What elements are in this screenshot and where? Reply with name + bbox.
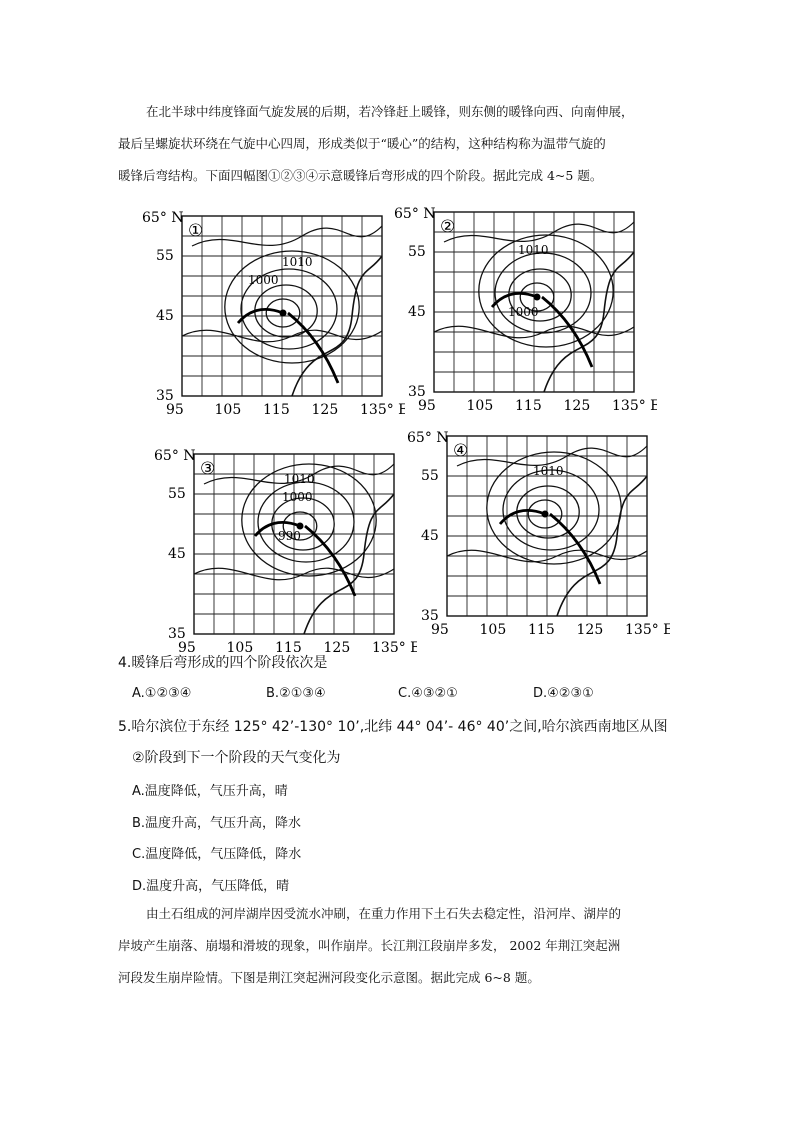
weather-map-1 [140,200,405,424]
lon-label: 135° E [612,398,657,414]
lat-label: 55 [421,468,439,484]
q4-option-d: D.④②③① [533,686,594,701]
lon-label: 125 [311,402,339,418]
intro-line: 暖锋后弯结构。下面四幅图①②③④示意暖锋后弯形成的四个阶段。据此完成 4~5 题。 [118,168,603,183]
intro2-line: 由土石组成的河岸湖岸因受流水冲刷，在重力作用下土石失去稳定性，沿河岸、湖岸的 [146,906,622,921]
q5-option-a: A.温度降低，气压升高，晴 [132,784,288,799]
lat-label: 45 [421,528,439,544]
lon-label: 105 [466,398,494,414]
map-panel-label: ③ [200,459,216,479]
lat-label: 65° N [154,448,196,464]
weather-map-2 [392,196,657,420]
lat-label: 55 [408,244,426,260]
isobar-label: 1010 [282,255,313,269]
q4-option-b: B.②①③④ [266,686,326,701]
isobar-label: 1010 [518,243,549,257]
isobar-label: 1000 [248,273,279,287]
isobar-label: 1010 [533,464,564,478]
lon-label: 95 [178,640,196,656]
intro2-paragraph [118,898,678,994]
intro2-line: 岸坡产生崩落、崩塌和滑坡的现象，叫作崩岸。长江荆江段崩岸多发， 2002 年荆江突起洲 [118,938,621,953]
question-5-stem-line2: ②阶段到下一个阶段的天气变化为 [132,750,341,766]
lon-label: 105 [214,402,242,418]
lat-label: 35 [408,384,426,400]
isobar-label: 990 [278,529,301,543]
lat-label: 45 [156,308,174,324]
question-4-stem: 4.暖锋后弯形成的四个阶段依次是 [118,655,328,671]
lon-label: 115 [275,640,302,656]
map-panel-label: ② [440,217,456,237]
map-panel-label: ① [188,221,204,241]
q5-option-d: D.温度升高，气压降低，晴 [132,879,290,894]
q5-option-b: B.温度升高，气压升高，降水 [132,816,302,831]
lat-label: 55 [168,486,186,502]
question-5-stem-line1: 5.哈尔滨位于东经 125° 42’-130° 10’,北纬 44° 04’- 46° 40’之间,哈尔滨西南地区从图 [118,719,668,735]
q5-option-c: C.温度降低，气压降低，降水 [132,847,302,862]
map-panel-label: ④ [453,441,469,461]
intro-paragraph [118,96,678,192]
weather-map-3 [152,438,417,662]
lon-label: 115 [263,402,290,418]
lon-label: 125 [576,622,604,638]
intro-line: 最后呈螺旋状环绕在气旋中心四周，形成类似于“暖心”的结构，这种结构称为温带气旋的 [118,136,606,151]
lon-label: 95 [418,398,436,414]
isobar-label: 1000 [508,305,539,319]
lat-label: 65° N [142,210,184,226]
weather-map-4 [405,420,670,644]
intro2-line: 河段发生崩岸险情。下图是荆江突起洲河段变化示意图。据此完成 6~8 题。 [118,970,540,985]
lat-label: 65° N [407,430,449,446]
isobar-label: 1010 [284,472,315,486]
lat-label: 45 [408,304,426,320]
lat-label: 45 [168,546,186,562]
q4-option-a: A.①②③④ [132,686,192,701]
lon-label: 135° E [372,640,417,656]
lon-label: 125 [563,398,591,414]
lat-label: 35 [421,608,439,624]
lat-label: 65° N [394,206,436,222]
lat-label: 55 [156,248,174,264]
lon-label: 115 [528,622,555,638]
isobar-label: 1000 [282,490,313,504]
lon-label: 115 [515,398,542,414]
q4-option-c: C.④③②① [398,686,458,701]
lon-label: 105 [226,640,254,656]
lat-label: 35 [168,626,186,642]
lon-label: 135° E [625,622,670,638]
lat-label: 35 [156,388,174,404]
lon-label: 135° E [360,402,405,418]
lon-label: 95 [166,402,184,418]
lon-label: 105 [479,622,507,638]
lon-label: 125 [323,640,351,656]
lon-label: 95 [431,622,449,638]
intro-line: 在北半球中纬度锋面气旋发展的后期，若冷锋赶上暖锋，则东侧的暖锋向西、向南伸展， [146,104,634,119]
